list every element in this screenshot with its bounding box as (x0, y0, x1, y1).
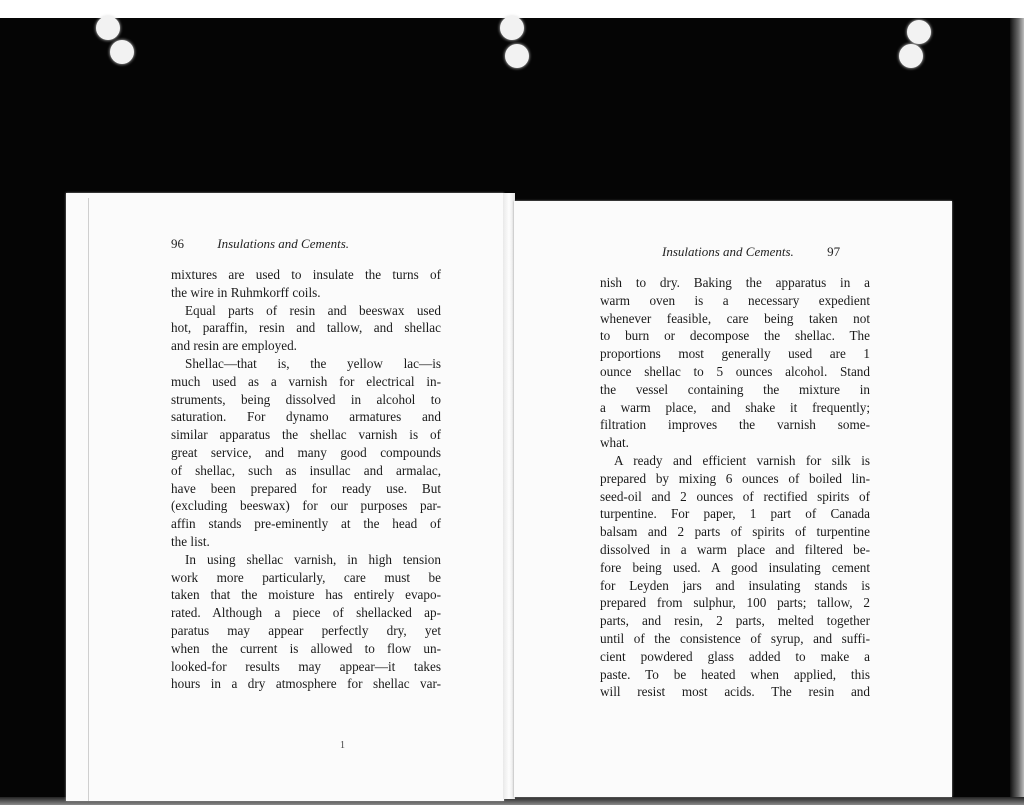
text-line: will resist most acids. The resin and (600, 684, 870, 700)
text-line: paste. To be heated when applied, this (600, 666, 870, 682)
right-running-title: Insulations and Cements. (662, 244, 794, 259)
punch-hole-icon (907, 20, 931, 44)
text-line: when the current is allowed to flow un- (171, 640, 441, 656)
text-line: turpentine. For paper, 1 part of Canada (600, 506, 870, 522)
text-line: paratus may appear perfectly dry, yet (171, 622, 441, 638)
left-running-head (171, 236, 349, 252)
text-line: what. (600, 435, 629, 451)
text-line: prepared by mixing 6 ounces of boiled lin- (600, 470, 870, 486)
text-line: whenever feasible, care being taken not (600, 310, 870, 326)
text-line: A ready and efficient varnish for silk is (614, 452, 870, 468)
text-line: affin stands pre-eminently at the head of (171, 516, 441, 532)
text-line: prepared from sulphur, 100 parts; tallow, 2 (600, 595, 870, 611)
text-line: the vessel containing the mixture in (600, 381, 870, 397)
text-line: hours in a dry atmosphere for shellac var- (171, 676, 441, 692)
text-line: (excluding beeswax) for our purposes par- (171, 498, 441, 514)
text-line: In using shellac varnish, in high tension (185, 551, 441, 567)
text-line: seed-oil and 2 ounces of rectified spirits of (600, 488, 870, 504)
text-line: Equal parts of resin and beeswax used (185, 302, 441, 318)
text-line: great service, and many good compounds (171, 444, 441, 460)
text-line: cient powdered glass added to make a (600, 648, 870, 664)
text-line: nish to dry. Baking the apparatus in a (600, 275, 870, 290)
text-line: hot, paraffin, resin and tallow, and shellac (171, 320, 441, 336)
text-line: saturation. For dynamo armatures and (171, 409, 441, 425)
text-line: until of the consistence of syrup, and suffi- (600, 630, 870, 646)
text-line: of shellac, such as insullac and armalac, (171, 462, 441, 478)
right-body-text (600, 274, 870, 701)
text-line: the wire in Ruhmkorff coils. (171, 284, 321, 300)
text-line: work more particularly, care must be (171, 569, 441, 585)
text-line: parts, and resin, 2 parts, melted together (600, 613, 870, 629)
text-line: struments, being dissolved in alcohol to (171, 391, 441, 407)
text-line: dissolved in a warm place and filtered be- (600, 541, 870, 557)
text-line: looked-for results may appear—it takes (171, 658, 441, 674)
text-line: proportions most generally used are 1 (600, 346, 870, 362)
text-line: much used as a varnish for electrical in- (171, 373, 441, 389)
text-line: the list. (171, 533, 210, 549)
punch-hole-icon (110, 40, 134, 64)
punch-hole-icon (96, 16, 120, 40)
punch-hole-icon (500, 16, 524, 40)
text-line: balsam and 2 parts of spirits of turpentine (600, 524, 870, 540)
left-page-number: 96 (171, 236, 184, 251)
punch-hole-icon (899, 44, 923, 68)
text-line: mixtures are used to insulate the turns of (171, 267, 441, 282)
text-line: and resin are employed. (171, 338, 297, 354)
page-footer-mark: 1 (340, 740, 345, 751)
text-line: Shellac—that is, the yellow lac—is (185, 355, 441, 371)
text-line: to burn or decompose the shellac. The (600, 328, 870, 344)
text-line: a warm place, and shake it frequently; (600, 399, 870, 415)
text-line: fore being used. A good insulating cement (600, 559, 870, 575)
left-running-title: Insulations and Cements. (217, 236, 350, 251)
left-body-text (171, 266, 441, 693)
text-line: taken that the moisture has entirely evapo- (171, 587, 441, 603)
text-line: for Leyden jars and insulating stands is (600, 577, 870, 593)
text-line: have been prepared for ready use. But (171, 480, 441, 496)
text-line: similar apparatus the shellac varnish is of (171, 427, 441, 443)
right-running-head (662, 244, 840, 260)
text-line: warm oven is a necessary expedient (600, 292, 870, 308)
punch-hole-icon (505, 44, 529, 68)
text-line: rated. Although a piece of shellacked ap- (171, 605, 441, 621)
text-line: filtration improves the varnish some- (600, 417, 870, 433)
text-line: ounce shellac to 5 ounces alcohol. Stand (600, 363, 870, 379)
scan-edge-right (1010, 18, 1024, 805)
right-page-number: 97 (827, 244, 841, 259)
